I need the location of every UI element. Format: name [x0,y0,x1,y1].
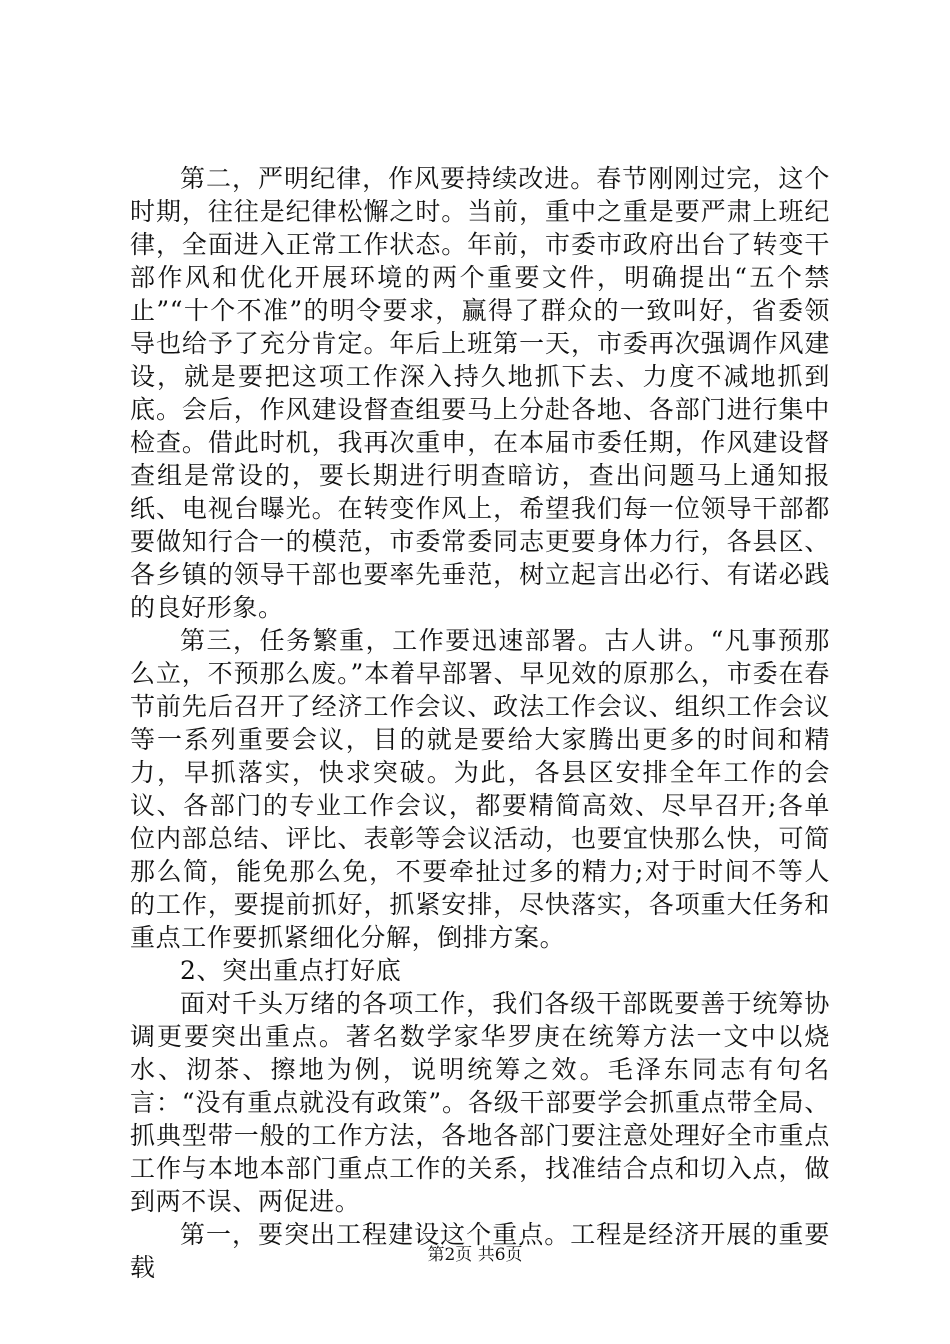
paragraph-discipline: 第二，严明纪律，作风要持续改进。春节刚刚过完，这个时期，往往是纪律松懈之时。当前，重中之重是要严肃上班纪律，全面进入正常工作状态。年前，市委市政府出台了转变干部作风和优化开展环境的两个重要文件，明确提出“五个禁止”“十个不准”的明令要求，赢得了群众的一致叫好，省委领导也给予了充分肯定。年后上班第一天，市委再次强调作风建设，就是要把这项工作深入持久地抓下去、力度不减地抓到底。会后，作风建设督查组要马上分赴各地、各部门进行集中检查。借此时机，我再次重申，在本届市委任期，作风建设督查组是常设的，要长期进行明查暗访，查出问题马上通知报纸、电视台曝光。在转变作风上，希望我们每一位领导干部都要做知行合一的模范，市委常委同志更要身体力行，各县区、各乡镇的领导干部也要率先垂范，树立起言出必行、有诺必践的良好形象。 [130,164,830,622]
section-heading: 2、突出重点打好底 [180,956,402,985]
paragraph-deployment: 第三，任务繁重，工作要迅速部署。古人讲。“凡事预那么立，不预那么废。”本着早部署、早见效的原那么，市委在春节前先后召开了经济工作会议、政法工作会议、组织工作会议等一系列重要会议，目的就是要给大家腾出更多的时间和精力，早抓落实，快求突破。为此，各县区安排全年工作的会议、各部门的专业工作会议，都要精简高效、尽早召开;各单位内部总结、评比、表彰等会议活动，也要宜快那么快，可简那么简，能免那么免，不要牵扯过多的精力;对于时间不等人的工作，要提前抓好，抓紧安排，尽快落实，各项重大任务和重点工作要抓紧细化分解，倒排方案。 [130,626,830,952]
paragraph-priorities: 面对千头万绪的各项工作，我们各级干部既要善于统筹协调更要突出重点。著名数学家华罗庚在统筹方法一文中以烧水、沏茶、擦地为例，说明统筹之效。毛泽东同志有句名言：“没有重点就没有政策”。各级干部要学会抓重点带全局、抓典型带一般的工作方法，各地各部门要注意处理好全市重点工作与本地本部门重点工作的关系，找准结合点和切入点，做到两不误、两促进。 [130,989,830,1216]
paragraph-engineering: 第一，要突出工程建设这个重点。工程是经济开展的重要载 [130,1220,830,1282]
document-body [130,162,830,1284]
page-number-footer: 第2页 共6页 [427,1245,523,1265]
